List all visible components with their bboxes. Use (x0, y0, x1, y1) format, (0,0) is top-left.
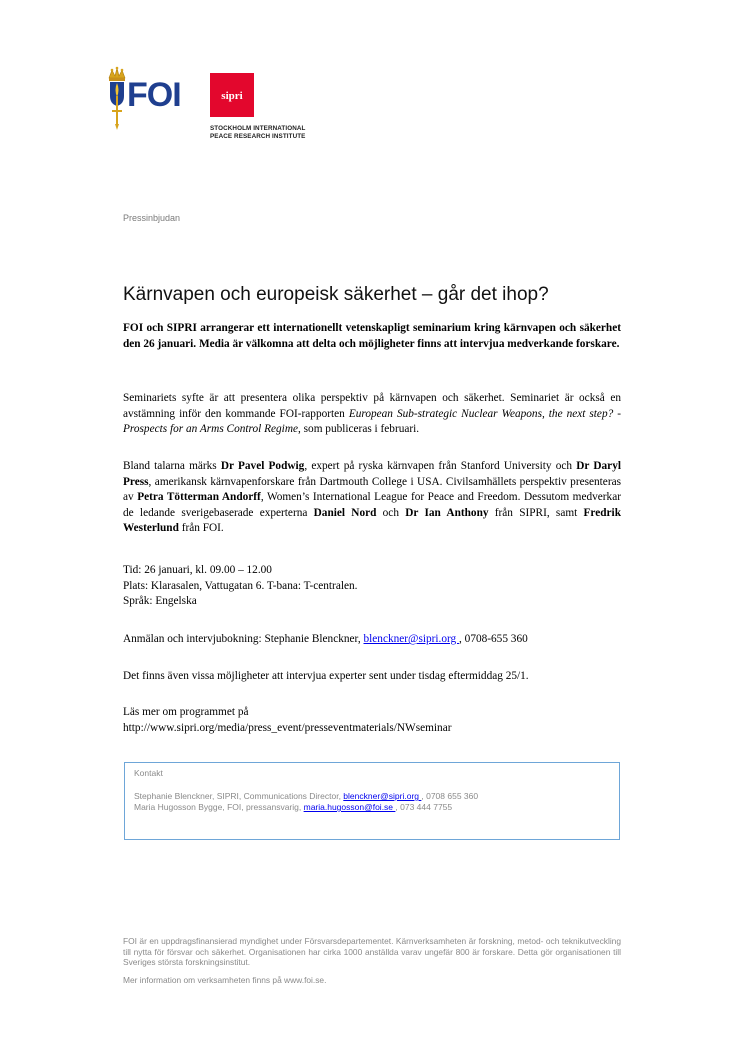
page-title: Kärnvapen och europeisk säkerhet – går det ihop? (123, 284, 549, 305)
contact-1-email-link[interactable]: blenckner@sipri.org (343, 791, 422, 801)
contact-person-2 (134, 802, 452, 812)
event-language: Språk: Engelska (123, 595, 197, 607)
sipri-wordmark: sipri (221, 90, 243, 102)
speaker-name: Petra Tötterman Andorff (137, 491, 261, 503)
speaker-name: Dr Daryl Press (123, 460, 621, 488)
speakers-text: , expert på ryska kärnvapen från Stanford University och (304, 460, 577, 472)
speakers-text: , Women’s International League for Peace and Freedom. Dessutom medverkar de ledande sverigebaserade experterna (123, 491, 621, 519)
crown-emblem-icon (106, 66, 128, 132)
registration-suffix: , 0708-655 360 (459, 633, 528, 645)
speakers-text: och (376, 506, 406, 519)
speaker-name: Fredrik Westerlund (123, 506, 621, 534)
footer-about: FOI är en uppdragsfinansierad myndighet under Försvarsdepartementet. Kärnverksamheten är forskning, metod- och teknikutveckling till nytta för försvar och säkerhet. Organisationen har cirka 1000 anställda varav ungefär 800 är forskare. Detta gör organisationen till Sveriges största forskningsinstitut. (123, 936, 621, 967)
contact-1-suffix: , 0708 655 360 (421, 791, 479, 801)
event-place: Plats: Klarasalen, Vattugatan 6. T-bana: T-centralen. (123, 579, 358, 592)
registration-prefix: Anmälan och intervjubokning: Stephanie Blenckner, (123, 633, 364, 645)
purpose-paragraph (123, 391, 621, 438)
lead-paragraph: FOI och SIPRI arrangerar ett internationellt vetenskapligt seminarium kring kärnvapen och säkerhet den 26 januari. Media är välkomna att delta och möjligheter finns att intervjua medverkande forskare. (123, 322, 621, 350)
contact-2-email-link[interactable]: maria.hugosson@foi.se (303, 802, 396, 812)
sipri-caption-line2: PEACE RESEARCH INSTITUTE (210, 132, 306, 140)
event-time: Tid: 26 januari, kl. 09.00 – 12.00 (123, 564, 272, 576)
purpose-text-1: Seminariets syfte är att presentera olika perspektiv på kärnvapen och säkerhet. Seminariet är också en avstämning inför den kommande FOI-rapporten (123, 392, 621, 420)
speakers-text: Bland talarna märks (123, 460, 221, 472)
speakers-text: från FOI. (178, 522, 224, 534)
contact-person-1 (134, 791, 478, 801)
registration-email-link[interactable]: blenckner@sipri.org (363, 633, 460, 645)
purpose-text-2: , som publiceras i februari. (298, 423, 420, 435)
speakers-text: , amerikansk kärnvapenforskare från Dartmouth College i USA. Civilsamhällets perspektiv presenteras av (123, 475, 621, 503)
event-details (123, 563, 621, 610)
more-info-block (123, 705, 621, 736)
contact-2-suffix: , 073 444 7755 (395, 802, 453, 812)
contact-label: Kontakt (134, 768, 163, 778)
foi-wordmark: FOI (127, 76, 181, 114)
foi-logo (106, 66, 206, 132)
contact-2-prefix: Maria Hugosson Bygge, FOI, pressansvarig, (134, 802, 304, 812)
extra-interview-note: Det finns även vissa möjligheter att intervjua experter sent under tisdag eftermiddag 25/1. (123, 670, 529, 682)
contact-box (124, 762, 620, 840)
document-type-label: Pressinbjudan (123, 213, 181, 223)
speakers-text: från SIPRI, samt (488, 506, 584, 519)
registration-line (123, 632, 621, 648)
speaker-name: Dr Ian Anthony (405, 506, 489, 519)
more-info-label: Läs mer om programmet på (123, 706, 249, 718)
report-title: European Sub-strategic Nuclear Weapons, the next step? - Prospects for an Arms Control Regime (123, 407, 622, 435)
sipri-caption (210, 125, 305, 140)
sipri-caption-line1: STOCKHOLM INTERNATIONAL (210, 125, 306, 132)
contact-1-prefix: Stephanie Blenckner, SIPRI, Communications Director, (134, 791, 344, 801)
speaker-name: Dr Pavel Podwig (220, 460, 305, 472)
speaker-name: Daniel Nord (313, 506, 377, 519)
footer-more-info: Mer information om verksamheten finns på www.foi.se. (123, 975, 327, 985)
speakers-paragraph (123, 459, 621, 537)
program-url: http://www.sipri.org/media/press_event/presseventmaterials/NWseminar (123, 721, 452, 734)
sipri-logo (210, 73, 254, 117)
